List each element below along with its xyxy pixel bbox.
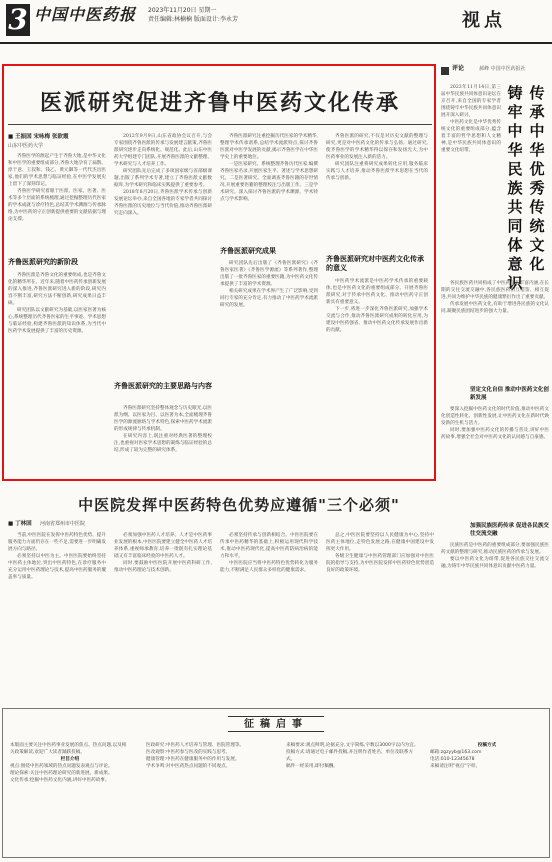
notice-contact-item: 来稿请注明"视点"字样。 [430,764,481,769]
second-column-3 [220,532,318,702]
viewpoint-label: 评论 [452,65,465,72]
paragraph: 齐鲁医派研究注重挖掘历代医家的学术精华,整理学术传承谱系,总结学术流派特点,探讨齐鲁医派对中医学发展的贡献,揭示齐鲁医学在中华医学史上的重要地位。 [220,134,318,160]
lead-author-unit: 山东中医药大学 [8,143,44,149]
paragraph: 齐鲁医派的研究,不仅是对历史文献的整理与研究,更是对中医药文化的传承与弘扬。通过研究,使齐鲁医学的学术精华得以保存和发扬光大,为中医药事业的发展注入新的活力。 [326,134,428,160]
paragraph: 2018年8月20日,齐鲁医派学术传承与创新发展论坛举办,来自全国各地的专家学者共同探讨齐鲁医派的历史地位与当代价值,推动齐鲁医派研究走向深入。 [114,190,212,216]
second-author-unit: 河南省郑州市中医院 [40,521,86,527]
lead-subhead-4: 齐鲁医派研究对中医药文化传承的意义 [326,255,424,272]
viewpoint-column-3 [441,406,549,516]
paragraph: 在研究内容上,既注重对经典医著的整理校注,也重视对医家学术思想的凝练与临证经验的总结,形成了较为完整的研究体系。 [114,434,212,453]
lead-column-2 [114,133,212,378]
viewpoint-column-4 [441,542,549,702]
notice-item: 医政研究:中医药人才培养与管理、医院管理等。 [146,743,245,748]
lead-column-2b [114,405,212,473]
notice-subhead: 栏目介绍 [60,757,80,762]
paragraph: 要深入挖掘中医药文化的时代价值,推动中医药文化创造性转化、创新性发展,让中医药文化在新时代焕发新的生机与活力。 [441,407,549,426]
paragraph: 中医药文化是中华优秀传统文化的重要组成部分,蕴含着丰富的哲学思想和人文精神,是中华民族共同体意识的重要文化纽带。 [441,120,501,153]
notice-item: 医改观察:中医药参与医改的实践与思考。 [146,750,231,755]
paragraph: 2023年11月14日,第三届中华民族共同体意识论坛在京召开,来自全国的专家学者围绕铸牢中华民族共同体意识展开深入研讨。 [441,85,501,118]
paper-name: 中国中医药报 [34,5,137,24]
paragraph: 必须坚持传承与创新相结合。中医医院要在传承中医药精华的基础上,积极运用现代科学技术,推动中医药现代化,提高中医药防病治病的能力和水平。 [220,533,318,559]
viewpoint-title-line-2: 铸牢中华民族共同体意识 [507,84,523,292]
notice-item: 投稿方式:请通过电子邮件投稿,并注明作者姓名、单位及联系方式。 [286,750,414,762]
second-column-2 [114,532,212,702]
paragraph: 同时,要加强中医药文化的传播与普及,讲好中医药故事,增强全社会对中医药文化的认同感与自豪感。 [441,428,549,440]
paragraph: 各级卫生健康与中医药管理部门应加强对中医医院的指导与支持,为中医医院发挥中医药特色优势创造良好的政策环境。 [326,554,434,573]
notice-column-4 [430,742,544,852]
notice-column-3 [286,742,420,852]
notice-title: 征稿启事 [228,716,324,732]
notice-item: 健康管理:中医药在健康服务中的作用与发展。 [146,757,240,762]
lead-column-4 [326,133,428,251]
paragraph: 必须加强中医药人才培养。人才是中医药事业发展的根本,中医医院要建立健全中医药人才培养体系,重视师承教育,培养一批既有扎实理论基础又有丰富临床经验的中医药人才。 [114,533,212,559]
paragraph: 传承发展中医药文化,有助于增进各民族的文化认同,凝聚民族团结进步的强大力量。 [441,302,549,314]
lead-subhead-3: 齐鲁医派研究成果 [220,247,276,255]
paragraph: 中医医院应当将中医药特色优势转化为服务能力,不断满足人民群众多样化的健康需求。 [220,561,318,573]
paragraph: 要以中医药文化为纽带,促进各民族交往交流交融,为铸牢中华民族共同体意识贡献中医药力量。 [441,557,549,569]
notice-item: 来稿要求:观点鲜明,论据充分,文字简练,字数以3000字以内为宜。 [286,743,419,748]
notice-column-1 [10,742,130,852]
paragraph: 齐鲁医学研究着眼于医派、医家、医著、医术等多个层面的系统梳理,通过挖掘整理历代医家的学术成就与诊疗特色,总结其学术渊源与传承脉络,为中医药的守正创新提供重要的文献依据与理论支撑。 [8,189,106,222]
paragraph: 相关研究成果在学术界产生了广泛影响,受到同行专家的充分肯定,有力推动了中医药学术流派研究的发展。 [220,289,318,308]
viewpoint-marker-icon [441,67,449,75]
second-article-title: 中医院发挥中医药特色优势应遵循"三个必须" [78,496,400,514]
paragraph: 各民族医药共同构成了中医药学的丰富内涵,在长期的交往交流交融中,各民族医药相互借鉴、相互促进,共同为维护中华民族的健康繁衍作出了重要贡献。 [441,281,549,300]
paragraph: 研究团队以文献研究为基础,以医家医著为核心,系统整理历代齐鲁医家的生平事迹、学术思想与临证经验,构建齐鲁医派的知识体系,为当代中医药学术发展提供了丰富的历史资源。 [8,308,106,334]
second-column-1 [8,532,106,702]
viewpoint-author: 郝峰 中国中医药报社 [479,66,526,72]
second-byline: ■ 丁林国 [8,521,32,527]
paragraph: 同时,要鼓励中医医院开展中医药科研工作,推动中医药理论与技术创新。 [114,561,212,573]
notice-item: 稿件一经采用,即付稿酬。 [286,764,338,769]
viewpoint-subhead-2: 加强民族医药传承 促进各民族交往交流交融 [470,523,549,537]
issue-editors: 责任编辑:林楠楠 版面设计:李永芳 [148,16,238,23]
lead-article-title: 医派研究促进齐鲁中医药文化传承 [39,91,400,116]
notice-item: 学术争鸣:对中医药热点问题的不同观点。 [146,764,231,769]
paragraph: 齐鲁医派是齐鲁文化的重要组成,也是齐鲁文化的精华所在。近年来,随着中医药传承创新发展的深入推进,齐鲁医派研究进入新的阶段,研究内容不断丰富,研究方法不断创新,研究成果日益丰硕。 [8,273,106,306]
paragraph: 2012年9月9日,山东省政协会议召开,与会专家围绕齐鲁医派的传承与发展建言献策,齐鲁医派研究逐步走向系统化、规范化。此后,山东中医药大学组建专门团队,开展齐鲁医派的文献整理、学术研究与人才培养工作。 [114,134,212,167]
lead-column-3b [220,260,318,473]
paragraph: 当前,中医医院在发挥中医药特色优势、提升服务能力方面仍存在一些不足,需要进一步明确发展方向与路径。 [8,533,106,552]
notice-item: 文化传承:挖掘中医药文化内涵,讲好中医药故事。 [10,778,110,783]
viewpoint-title-line-1: 传承中华优秀传统文化 [529,84,545,273]
paragraph: 必须坚持以中医为主。中医医院要始终坚持中医药主体地位,突出中医药特色,在诊疗服务中充分运用中医药理论与技术,提高中医药服务的覆盖率与质量。 [8,554,106,580]
page-number: 3 [6,4,30,36]
paragraph: 研究团队先后出版了《齐鲁医派研究》《齐鲁医家医著》《齐鲁医学源流》等系列著作,整理出版了一批齐鲁医家的重要医籍,为中医药文化传承提供了丰富的学术资源。 [220,261,318,287]
notice-column-2 [146,742,274,852]
notice-item: 视点:围绕中医药领域的热点问题发表观点与评论。 [10,764,113,769]
lead-subhead-1: 齐鲁医派研究的新阶段 [8,258,78,266]
lead-column-1 [8,153,106,253]
lead-subhead-2: 齐鲁医派研究的主要思路与内容 [114,382,212,390]
paragraph: 中医药学术流派是中医药学术传承的重要载体,也是中医药文化的重要组成部分。开展齐鲁医派研究,对于传承中医药文化、推动中医药守正创新具有重要意义。 [326,279,428,305]
paragraph: 齐鲁医派研究坚持整体观念与历史眼光,以医派为纲、以医家为目、以医著为本,全面梳理齐鲁医学的源流脉络与学术特色,探索中医药学术流派的形成规律与传承机制。 [114,406,212,432]
lead-column-3 [220,133,318,243]
masthead [0,0,552,44]
paragraph: 民族医药是中医药的重要组成部分,要加强民族医药文献的整理与研究,推动民族医药的传承与发展。 [441,543,549,555]
paragraph: 下一步,将进一步深化齐鲁医派研究,加强学术交流与合作,推动齐鲁医派研究成果的转化应用,为建设中医药强省、推动中医药文化传承发展作出新的贡献。 [326,307,428,333]
notice-contact-item: 电话:010-12345678 [430,757,475,762]
paragraph: 研究团队先后完成了多项国家级与省部级课题,出版了系列学术专著,建立了齐鲁医派文献数据库,为学术研究和临床实践提供了重要参考。 [114,169,212,188]
notice-intro: 本版面主要关注中医药事业发展的焦点、热点问题,以及相关政策解读,欢迎广大读者踊跃投稿。 [10,743,127,755]
notice-item: 理论探索:关注中医药理论研究的新进展、新成果。 [10,771,113,776]
paragraph: 一是医家研究。系统整理齐鲁历代医家,编撰齐鲁医家名录,开展医家生平、著述与学术思想研究。二是医著研究。全面调查齐鲁医籍的存世情况,开展重要医籍的整理校注与出版工作。三是学术研究。深入探讨齐鲁医派的学术渊源、学术特点与学术影响。 [220,162,318,202]
viewpoint-column-2 [441,280,549,380]
second-column-4 [326,532,434,702]
viewpoint-column-1 [441,84,501,274]
lead-byline: ■ 王振国 宋咏梅 张欧霞 [8,134,69,140]
section-name: 视点 [462,10,506,31]
lead-title-rule [8,124,432,125]
notice-contact-item: 邮箱:zgzyyb@163.com [430,750,482,755]
paragraph: 研究团队注重将研究成果转化应用,服务临床实践与人才培养,推动齐鲁医派学术思想在当代的传承与创新。 [326,162,428,181]
viewpoint-subhead-1: 坚定文化自信 推动中医药文化创新发展 [470,387,549,401]
viewpoint-header [441,64,549,78]
notice-subhead: 投稿方式 [477,743,497,748]
lead-column-4b [326,278,428,473]
issue-date: 2023年11月20日 星期一 [148,7,217,14]
paragraph: 总之,中医医院要坚持以人民健康为中心,坚持中医药主体地位,走特色发展之路,在健康中国建设中发挥更大作用。 [326,533,434,552]
lead-column-1b [8,272,106,472]
paragraph: 齐鲁医学的源起产生于齐鲁大地,是中华文化和中医学的重要组成部分,齐鲁大地孕育了扁鹊、淳于意、王叔和、钱乙、黄元御等一代代杰出医家,他们的学术思想与临证经验,在中医学发展史上留下了深刻印记。 [8,154,106,187]
